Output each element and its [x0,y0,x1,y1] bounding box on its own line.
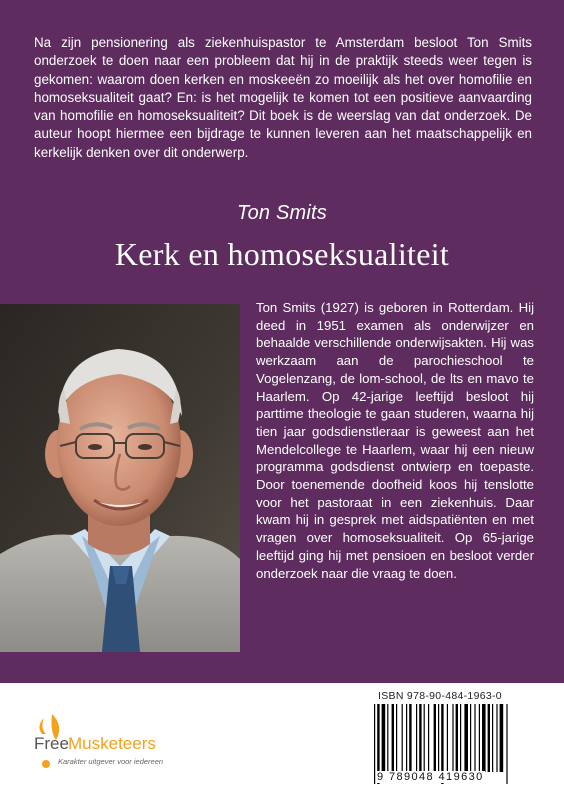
barcode-bar [456,704,458,772]
barcode-bar [396,704,397,772]
barcode-bar [506,704,507,784]
blurb-text: Na zijn pensionering als ziekenhuispastor te Amsterdam besloot Ton Smits onderzoek te doen naar een probleem dat hij in de praktijk steeds weer tegen is gekomen: waarom doen kerken en moskeeën zo moeilijk als het over homofilie en homoseksualiteit gaat? En: is het mogelijk te komen tot een positieve aanvaarding van homofilie en homoseksualiteit? Dit boek is de weerslag van dat onderzoek. De auteur hoopt hiermee een bijdrage te kunnen leveren aan het maatschappelijk en kerkelijk denken over dit onderwerp. [34,35,532,160]
barcode-bar [460,704,461,772]
barcode-bar [452,704,453,772]
barcode-bar [409,704,411,772]
barcode-bar [419,704,421,772]
publisher-tagline: Karakter uitgever voor iedereen [58,757,164,766]
barcode-bar [500,704,504,772]
barcode-bar [482,704,486,772]
barcode-bar [479,704,480,772]
barcode-bar [496,704,497,772]
barcode-bar [382,704,386,772]
publisher-name-musketeers: Musketeers [68,734,156,753]
ean-digits: 9 789048 419630 [377,771,484,783]
barcode-bar [428,704,429,772]
author-name: Ton Smits [237,202,327,224]
publisher-name-free: Free [34,734,69,753]
barcode-bar [402,704,403,772]
barcode-bar [464,704,468,772]
barcode-bar [488,704,490,772]
author-photo [0,304,240,652]
barcode-bar [438,704,439,772]
barcode-bar [474,704,475,772]
barcode-bar [434,704,436,772]
barcode-bar [406,704,407,772]
barcode-bar [392,704,394,772]
isbn-label: ISBN 978-90-484-1963-0 [378,690,502,702]
barcode-bar [424,704,425,772]
author-bio: Ton Smits (1927) is geboren in Rotterdam. Hij deed in 1951 examen als onderwijzer en behaalde verschillende onderwijsakten. Hij was werkzaam aan de parochieschool te Vogelenzang, de lom-school, de lts en mavo te Haarlem. Op 42-jarige leeftijd besloot hij parttime theologie te gaan studeren, waarna hij tien jaar godsdienstleraar is geweest aan het Mendelcollege te Haarlem, waar hij een nieuw programma godsdienst ontwierp en toepaste. Door toenemende doofheid koos hij tenslotte voor het pastoraat in een ziekenhuis. Daar kwam hij in gesprek met aidspatiënten en met vragen over homoseksualiteit. Op 65-jarige leeftijd ging hij met pensioen en besloot verder onderzoek naar die vraag te doen. [256,300,534,581]
barcode-bar [416,704,417,772]
barcode-bar [447,704,448,772]
barcode-bar [387,704,388,772]
barcode-bar [470,704,471,772]
barcode-bar [492,704,493,772]
book-title: Kerk en homoseksualiteit [114,236,450,272]
